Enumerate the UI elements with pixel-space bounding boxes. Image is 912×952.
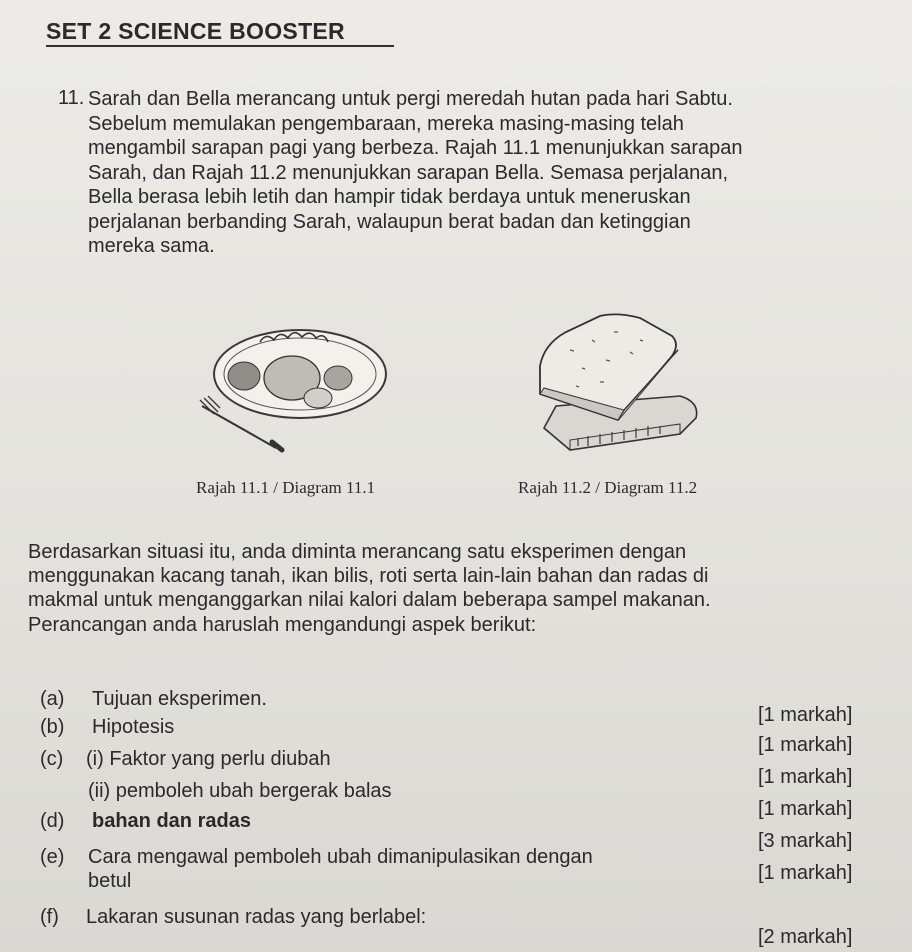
- intro-line: Sarah dan Bella merancang untuk pergi meredah hutan pada hari Sabtu.: [88, 88, 733, 110]
- aspect-f-label: (f): [40, 906, 59, 928]
- question-intro: [88, 87, 743, 259]
- intro-line: mereka sama.: [88, 235, 215, 257]
- mark-4: [1 markah]: [758, 798, 853, 820]
- intro-line: Bella berasa lebih letih dan hampir tidak berdaya untuk meneruskan: [88, 186, 691, 208]
- intro-line: mengambil sarapan pagi yang berbeza. Rajah 11.1 menunjukkan sarapan: [88, 137, 743, 159]
- aspect-a-label: (a): [40, 688, 65, 710]
- task-line: makmal untuk menganggarkan nilai kalori dalam beberapa sampel makanan.: [28, 589, 711, 612]
- task-line: menggunakan kacang tanah, ikan bilis, roti serta lain-lain bahan dan radas di: [28, 565, 709, 588]
- diagram-11-2-caption: Rajah 11.2 / Diagram 11.2: [518, 478, 698, 497]
- aspect-e-text: Cara mengawal pemboleh ubah dimanipulasikan dengan: [88, 846, 593, 868]
- aspect-c-i-text: (i) Faktor yang perlu diubah: [86, 748, 331, 770]
- intro-line: Sarah, dan Rajah 11.2 menunjukkan sarapan Bella. Semasa perjalanan,: [88, 161, 729, 184]
- aspect-d-text: bahan dan radas: [92, 810, 251, 832]
- aspect-b-label: (b): [40, 716, 65, 738]
- mark-2: [1 markah]: [758, 734, 853, 756]
- page-title: SET 2 SCIENCE BOOSTER: [46, 18, 345, 44]
- aspect-c-label: (c): [40, 748, 64, 770]
- task-instructions: [28, 540, 711, 637]
- title-underline: [46, 45, 394, 47]
- diagram-11-1-caption: Rajah 11.1 / Diagram 11.1: [196, 478, 376, 497]
- aspect-b-text: Hipotesis: [92, 716, 175, 738]
- aspect-e-label: (e): [40, 846, 65, 868]
- aspect-d-label: (d): [40, 810, 65, 832]
- aspect-e-text-cont: betul: [88, 870, 132, 892]
- diagram-11-2-bread-illustration: [530, 310, 710, 470]
- mark-7: [2 markah]: [758, 926, 853, 948]
- mark-3: [1 markah]: [758, 766, 853, 788]
- intro-line: perjalanan berbanding Sarah, walaupun berat badan dan ketinggian: [88, 210, 691, 233]
- task-line: Perancangan anda haruslah mengandungi aspek berikut:: [28, 613, 537, 636]
- question-number: 11.: [58, 87, 85, 109]
- mark-6: [1 markah]: [758, 862, 853, 884]
- diagram-11-1-plate-illustration: [192, 312, 392, 462]
- aspect-f-text: Lakaran susunan radas yang berlabel:: [86, 906, 427, 928]
- aspect-a-text: Tujuan eksperimen.: [92, 688, 267, 710]
- task-line: Berdasarkan situasi itu, anda diminta merancang satu eksperimen dengan: [28, 541, 687, 563]
- mark-1: [1 markah]: [758, 704, 853, 726]
- aspect-c-ii-text: (ii) pemboleh ubah bergerak balas: [88, 780, 392, 802]
- mark-5: [3 markah]: [758, 830, 853, 852]
- intro-line: Sebelum memulakan pengembaraan, mereka masing-masing telah: [88, 112, 684, 135]
